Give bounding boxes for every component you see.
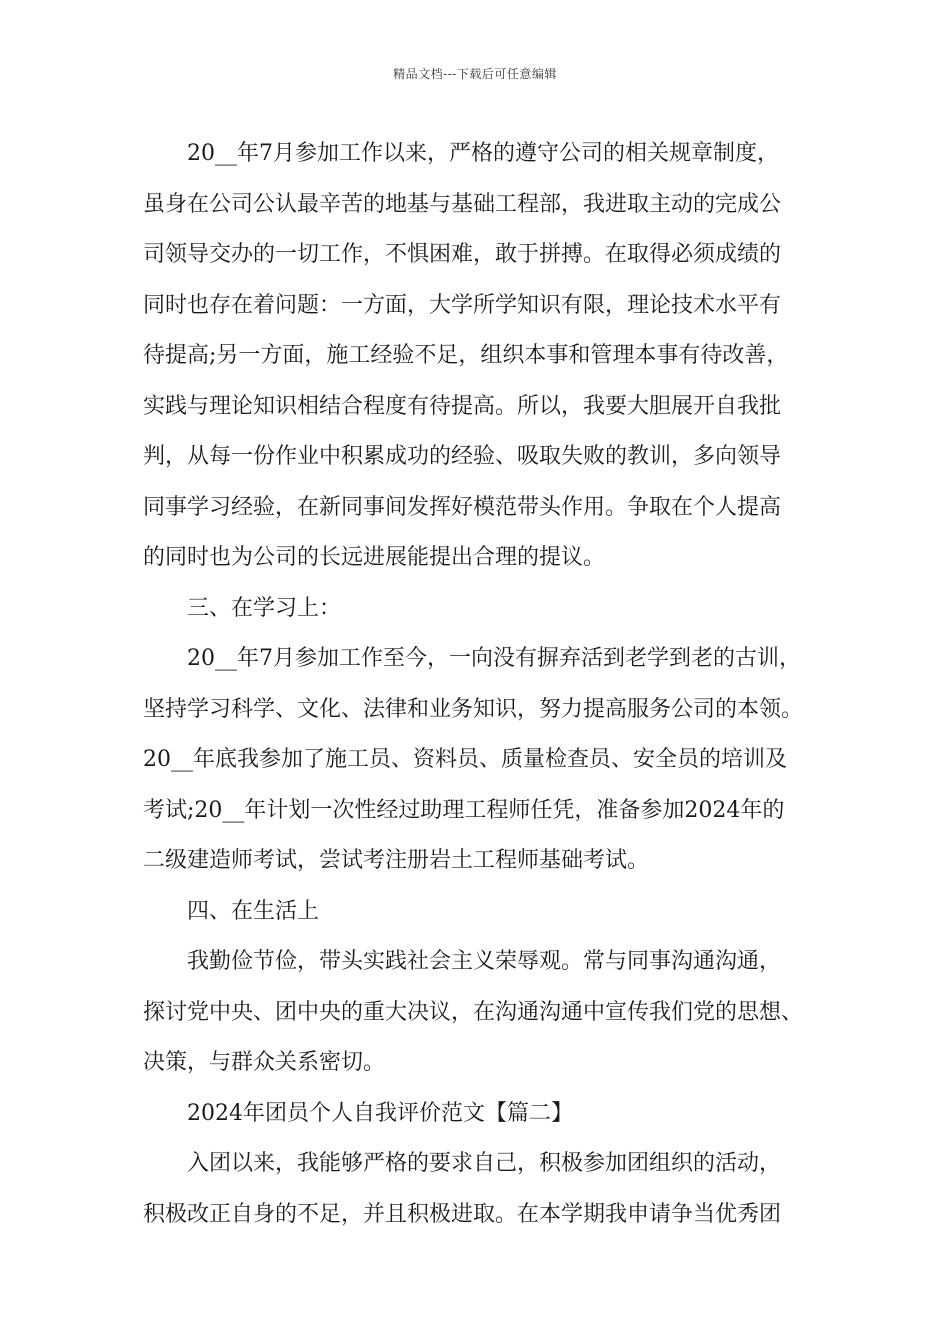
paragraph-line: 我勤俭节俭，带头实践社会主义荣辱观。常与同事沟通沟通，	[187, 949, 782, 974]
paragraph-line: 二级建造师考试，尝试考注册岩土工程师基础考试。	[143, 848, 650, 873]
page-header: 精品文档---下载后可任意编辑	[393, 67, 557, 81]
document-body	[143, 129, 843, 1240]
paragraph-line: 决策，与群众关系密切。	[143, 1050, 386, 1075]
paragraph-line: 20__年7月参加工作至今，一向没有摒弃活到老学到老的古训，	[187, 646, 801, 671]
section-heading: 四、在生活上	[187, 898, 320, 924]
paragraph-line: 积极改正自身的不足，并且积极进取。在本学期我申请争当优秀团	[143, 1201, 782, 1227]
paragraph-line: 同事学习经验，在新同事间发挥好模范带头作用。争取在个人提高	[143, 494, 782, 520]
paragraph-line: 虽身在公司公认最辛苦的地基与基础工程部，我进取主动的完成公	[143, 191, 782, 217]
paragraph-line: 实践与理论知识相结合程度有待提高。所以，我要大胆展开自我批	[143, 393, 782, 419]
paragraph-line: 20__年7月参加工作以来，严格的遵守公司的相关规章制度，	[187, 141, 779, 166]
paragraph-line: 考试;20__年计划一次性经过助理工程师任凭，准备参加2024年的	[143, 797, 785, 823]
paragraph-line: 同时也存在着问题：一方面，大学所学知识有限，理论技术水平有	[143, 292, 782, 318]
paragraph-line: 待提高;另一方面，施工经验不足，组织本事和管理本事有待改善，	[143, 343, 789, 368]
paragraph-line: 判，从每一份作业中积累成功的经验、吸取失败的教训，多向领导	[143, 444, 782, 469]
section-heading: 三、在学习上：	[187, 595, 342, 621]
paragraph-line: 20__年底我参加了施工员、资料员、质量检查员、安全员的培训及	[143, 747, 787, 772]
paragraph-line: 探讨党中央、团中央的重大决议，在沟通沟通中宣传我们党的思想、	[143, 999, 804, 1025]
paragraph-line: 的同时也为公司的长远进展能提出合理的提议。	[143, 545, 606, 570]
paragraph-line: 入团以来，我能够严格的要求自己，积极参加团组织的活动，	[187, 1151, 782, 1176]
paragraph-line: 司领导交办的一切工作，不惧困难，敢于拼搏。在取得必须成绩的	[143, 242, 782, 267]
paragraph-line: 坚持学习科学、文化、法律和业务知识，努力提高服务公司的本领。	[143, 696, 804, 722]
section-heading: 2024年团员个人自我评价范文【篇二】	[187, 1100, 573, 1126]
